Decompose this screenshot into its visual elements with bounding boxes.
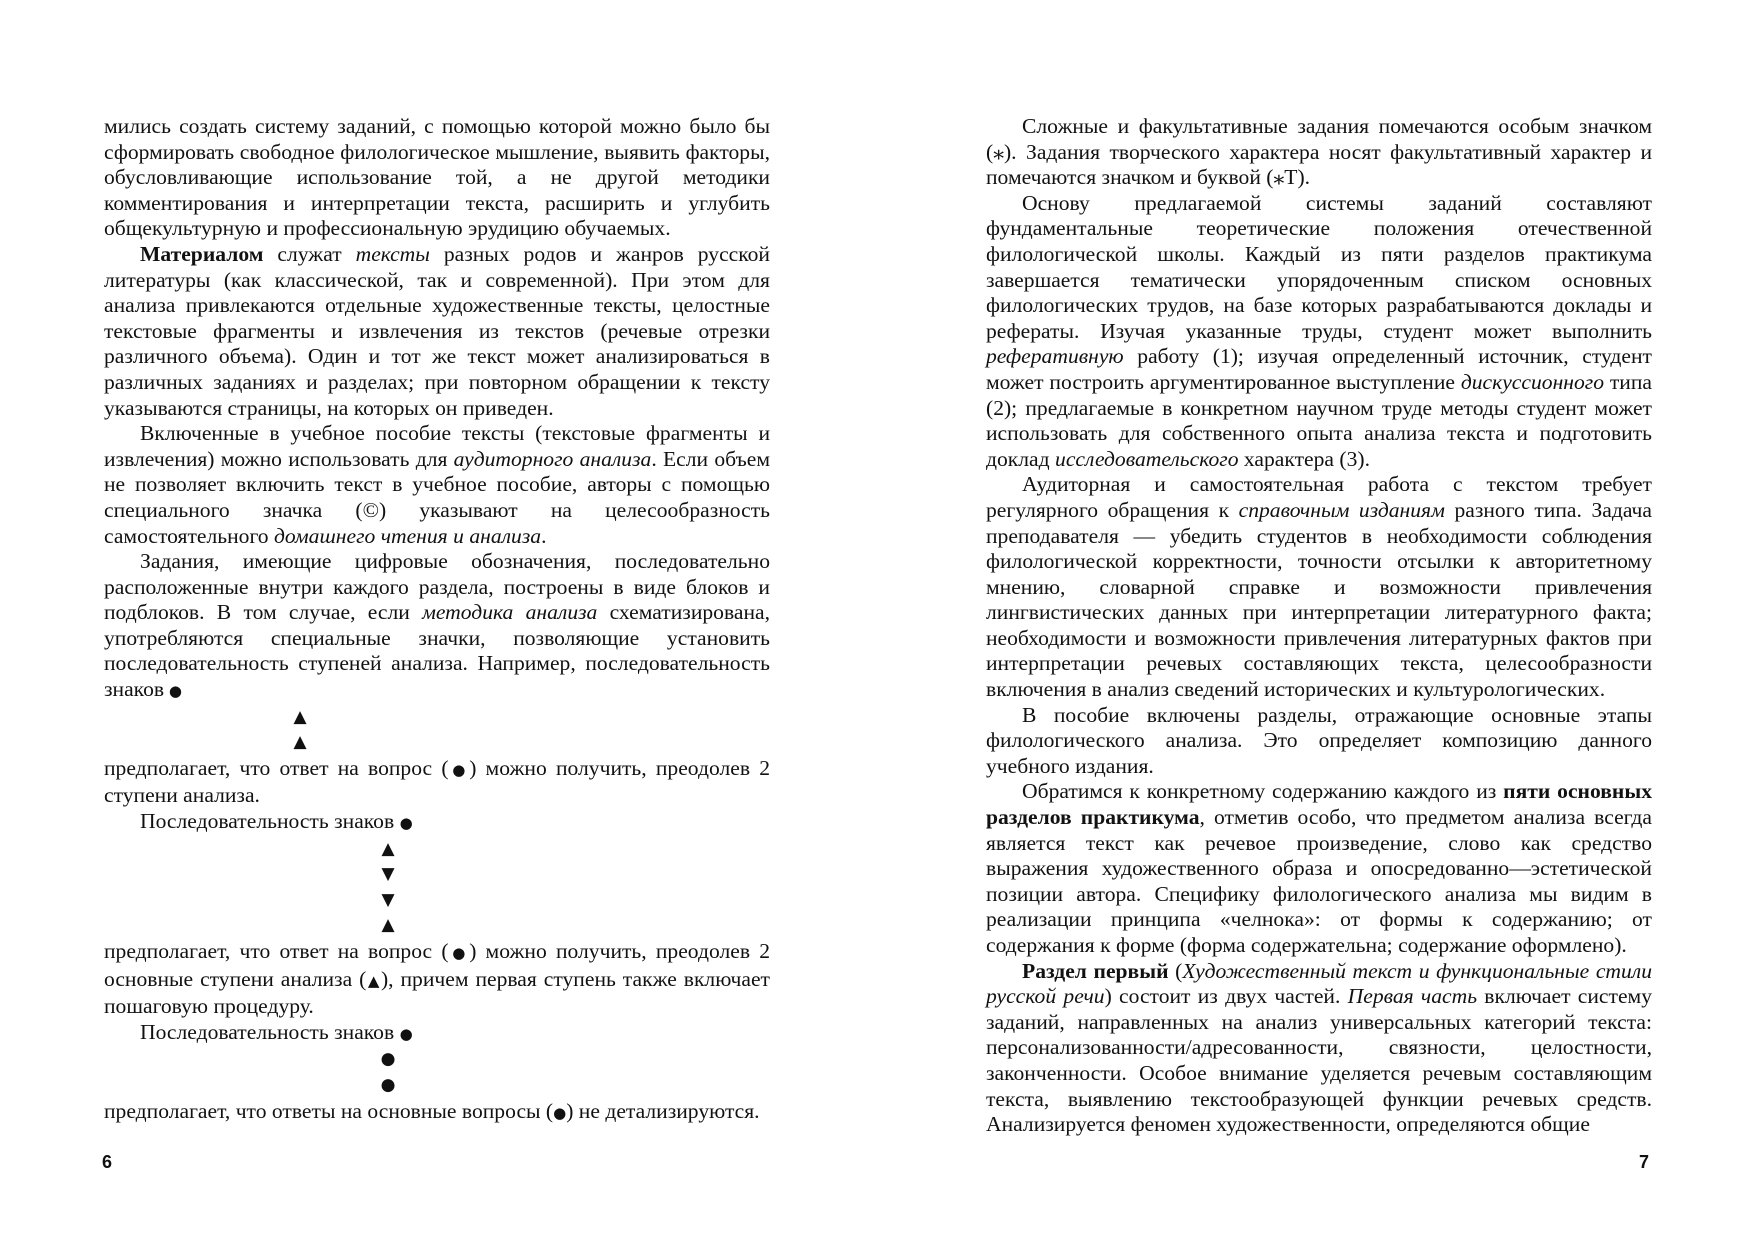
symbol-line xyxy=(104,837,770,863)
italic-term: реферативную xyxy=(986,344,1124,369)
text-run: Последовательность знаков xyxy=(140,809,395,834)
circle-symbol: ● xyxy=(399,1024,413,1043)
triangle-up-symbol: ▲ xyxy=(381,915,395,936)
text-run: Аудиторная и самостоятельная работа с текстом требует регулярного обращения к xyxy=(986,472,1652,522)
paragraph xyxy=(986,779,1652,958)
triangle-up-symbol: ▲ xyxy=(293,732,307,753)
text-run: схематизирована, употребляются специальные значки, позволяющие установить последовательность ступеней анализа. Например, последовательность знаков xyxy=(104,600,771,702)
bold-term: Материалом xyxy=(140,241,264,266)
left-page xyxy=(104,114,770,1126)
symbol-line xyxy=(104,888,770,914)
paragraph xyxy=(986,191,1652,473)
text-run: Обратимся к конкретному содержанию каждого из xyxy=(1022,779,1504,804)
paragraph xyxy=(104,549,770,705)
text-run: Основу предлагаемой системы заданий составляют фундаментальные теоретические положения отечественной филологической школы. Каждый из пяти разделов практикума завершается тематически упорядоченным списком основных филологических трудов, на базе которых разрабатываются доклады и рефераты. Изучая указанные труды, студент может выполнить xyxy=(986,190,1652,343)
paragraph: мились создать систему заданий, с помощью которой можно было бы сформировать свободное филологическое мышление, выявить факторы, обусловливающие использование той, а не другой методики комментирования и интерпретации текста, расширить и углубить общекультурную и профессиональную эрудицию обучаемых. xyxy=(104,114,770,241)
italic-term: аудиторного анализа xyxy=(453,446,652,471)
text-run: ( xyxy=(1168,958,1183,983)
circle-symbol: ● xyxy=(168,682,182,701)
triangle-down-symbol: ▼ xyxy=(381,889,395,910)
text-run: характера (3). xyxy=(1238,446,1370,471)
symbol-line xyxy=(104,1073,770,1099)
triangle-up-symbol: ▲ xyxy=(293,706,307,727)
text-run: Последовательность знаков xyxy=(140,1019,395,1044)
circle-symbol: ● xyxy=(448,944,470,962)
text-run: включает систему заданий, направленных на анализ универсальных категорий текста: персонализованности/адресованности, связности, целостности, законченности. Особое внимание уделяется речевым составляющим текста, выявлению текстообразующей функции речевых средств. Анализируется феномен художественности, определяются общие xyxy=(986,984,1653,1137)
paragraph: В пособие включены разделы, отражающие основные этапы филологического анализа. Это определяет композицию данного учебного издания. xyxy=(986,702,1652,778)
paragraph xyxy=(104,939,770,1020)
italic-term: справочным изданиям xyxy=(1238,497,1445,522)
text-run: предполагает, что ответы на основные вопросы ( xyxy=(104,1098,554,1123)
italic-term: Первая часть xyxy=(1347,984,1478,1009)
triangle-up-symbol: ▲ xyxy=(366,971,381,990)
page-number-left: 6 xyxy=(102,1152,113,1172)
text-run: разного типа. Задача преподавателя — убедить студентов в необходимости соблюдения филологической корректности, точности отсылки к авторитетному мнению, словарной справке и возможности привлечения лингвистических данных при интерпретации литературного факта; необходимости и возможности привлечения литературных фактов при интерпретации речевых составляющих текста, целесообразности включения в анализ сведений исторических и культурологических. xyxy=(986,497,1652,702)
page-number-right: 7 xyxy=(1639,1152,1650,1172)
text-run: ), причем первая ступень также включает пошаговую процедуру. xyxy=(104,966,770,1019)
italic-term: Художественный текст и функциональные стили русской речи xyxy=(986,958,1653,1009)
text-run: работу (1); изучая определенный источник, студент может построить аргументированное выступление xyxy=(986,344,1652,394)
symbol-line xyxy=(104,862,770,888)
paragraph: Сложные и факультативные задания помечаются особым значком (⁎). Задания творческого характера носят факультативный характер и помечаются значком и буквой (⁎Т). xyxy=(986,114,1652,190)
paragraph xyxy=(104,809,770,837)
paragraph xyxy=(104,756,770,809)
symbol-line xyxy=(104,913,770,939)
text-run: типа (2); предлагаемые в конкретном научном труде методы студент может использовать для собственного опыта анализа текста и подготовить доклад xyxy=(986,369,1652,471)
triangle-down-symbol: ▼ xyxy=(381,864,395,885)
circle-symbol xyxy=(164,682,182,700)
text-run: ) состоит из двух частей. xyxy=(1104,984,1348,1009)
bold-term: Раздел первый xyxy=(1022,958,1169,983)
paragraph xyxy=(104,242,770,421)
italic-term: домашнего чтения и анализа xyxy=(274,523,542,548)
text-run: ) можно получить, преодолев 2 основные ступени анализа ( xyxy=(104,939,771,991)
symbol-line xyxy=(104,730,770,756)
circle-symbol: ● xyxy=(380,1049,396,1070)
circle-symbol: ● xyxy=(380,1074,396,1095)
italic-term: исследовательского xyxy=(1055,446,1239,471)
symbol-line xyxy=(104,1047,770,1073)
italic-term: дискуссионного xyxy=(1460,369,1605,394)
paragraph xyxy=(104,421,770,549)
text-run: . xyxy=(541,523,547,548)
circle-symbol: ● xyxy=(553,1103,567,1122)
symbol-line xyxy=(104,705,770,731)
paragraph xyxy=(104,1020,770,1048)
triangle-up-symbol: ▲ xyxy=(381,838,395,859)
bold-term: пяти основных разделов практикума xyxy=(986,779,1653,830)
right-page xyxy=(986,114,1652,1138)
text-run: ) можно получить, преодолев 2 ступени анализа. xyxy=(104,755,771,808)
paragraph xyxy=(986,472,1652,702)
text-run: разных родов и жанров русской литературы (как классической, так и современной). При этом для анализа привлекаются отдельные художественные тексты, целостные текстовые фрагменты и извлечения из текстов (речевые отрезки различного объема). Один и тот же текст может анализироваться в различных заданиях и разделах; при повторном обращении к тексту указываются страницы, на которых он приведен. xyxy=(104,241,770,420)
circle-symbol: ● xyxy=(448,760,470,779)
text-run: , отметив особо, что предметом анализа всегда является текст как речевое произведение, слово как средство выражения художественного образа и опосредованно—эстетической позиции автора. Специфику филологического анализа мы видим в реализации принципа «челнока»: от формы к содержанию; от содержания к форме (форма содержательна; содержание оформлено). xyxy=(986,805,1652,957)
italic-term: методика анализа xyxy=(422,600,598,625)
text-run: . Если объем не позволяет включить текст в учебное пособие, авторы с помощью специального значка (©) указывают на целесообразность самостоятельного xyxy=(104,446,770,548)
paragraph xyxy=(986,959,1652,1138)
circle-symbol: ● xyxy=(399,814,413,833)
text-run: служат xyxy=(263,241,356,266)
paragraph xyxy=(104,1099,770,1127)
text-run: Включенные в учебное пособие тексты (текстовые фрагменты и извлечения) можно использовать для xyxy=(104,421,770,471)
italic-term: тексты xyxy=(355,241,430,266)
text-run: предполагает, что ответ на вопрос ( xyxy=(104,755,449,780)
text-run: Задания, имеющие цифровые обозначения, последовательно расположенные внутри каждого раздела, построены в виде блоков и подблоков. В том случае, если xyxy=(104,549,770,625)
text-run: предполагает, что ответ на вопрос ( xyxy=(104,939,449,963)
text-run: ) не детализируются. xyxy=(566,1098,760,1123)
